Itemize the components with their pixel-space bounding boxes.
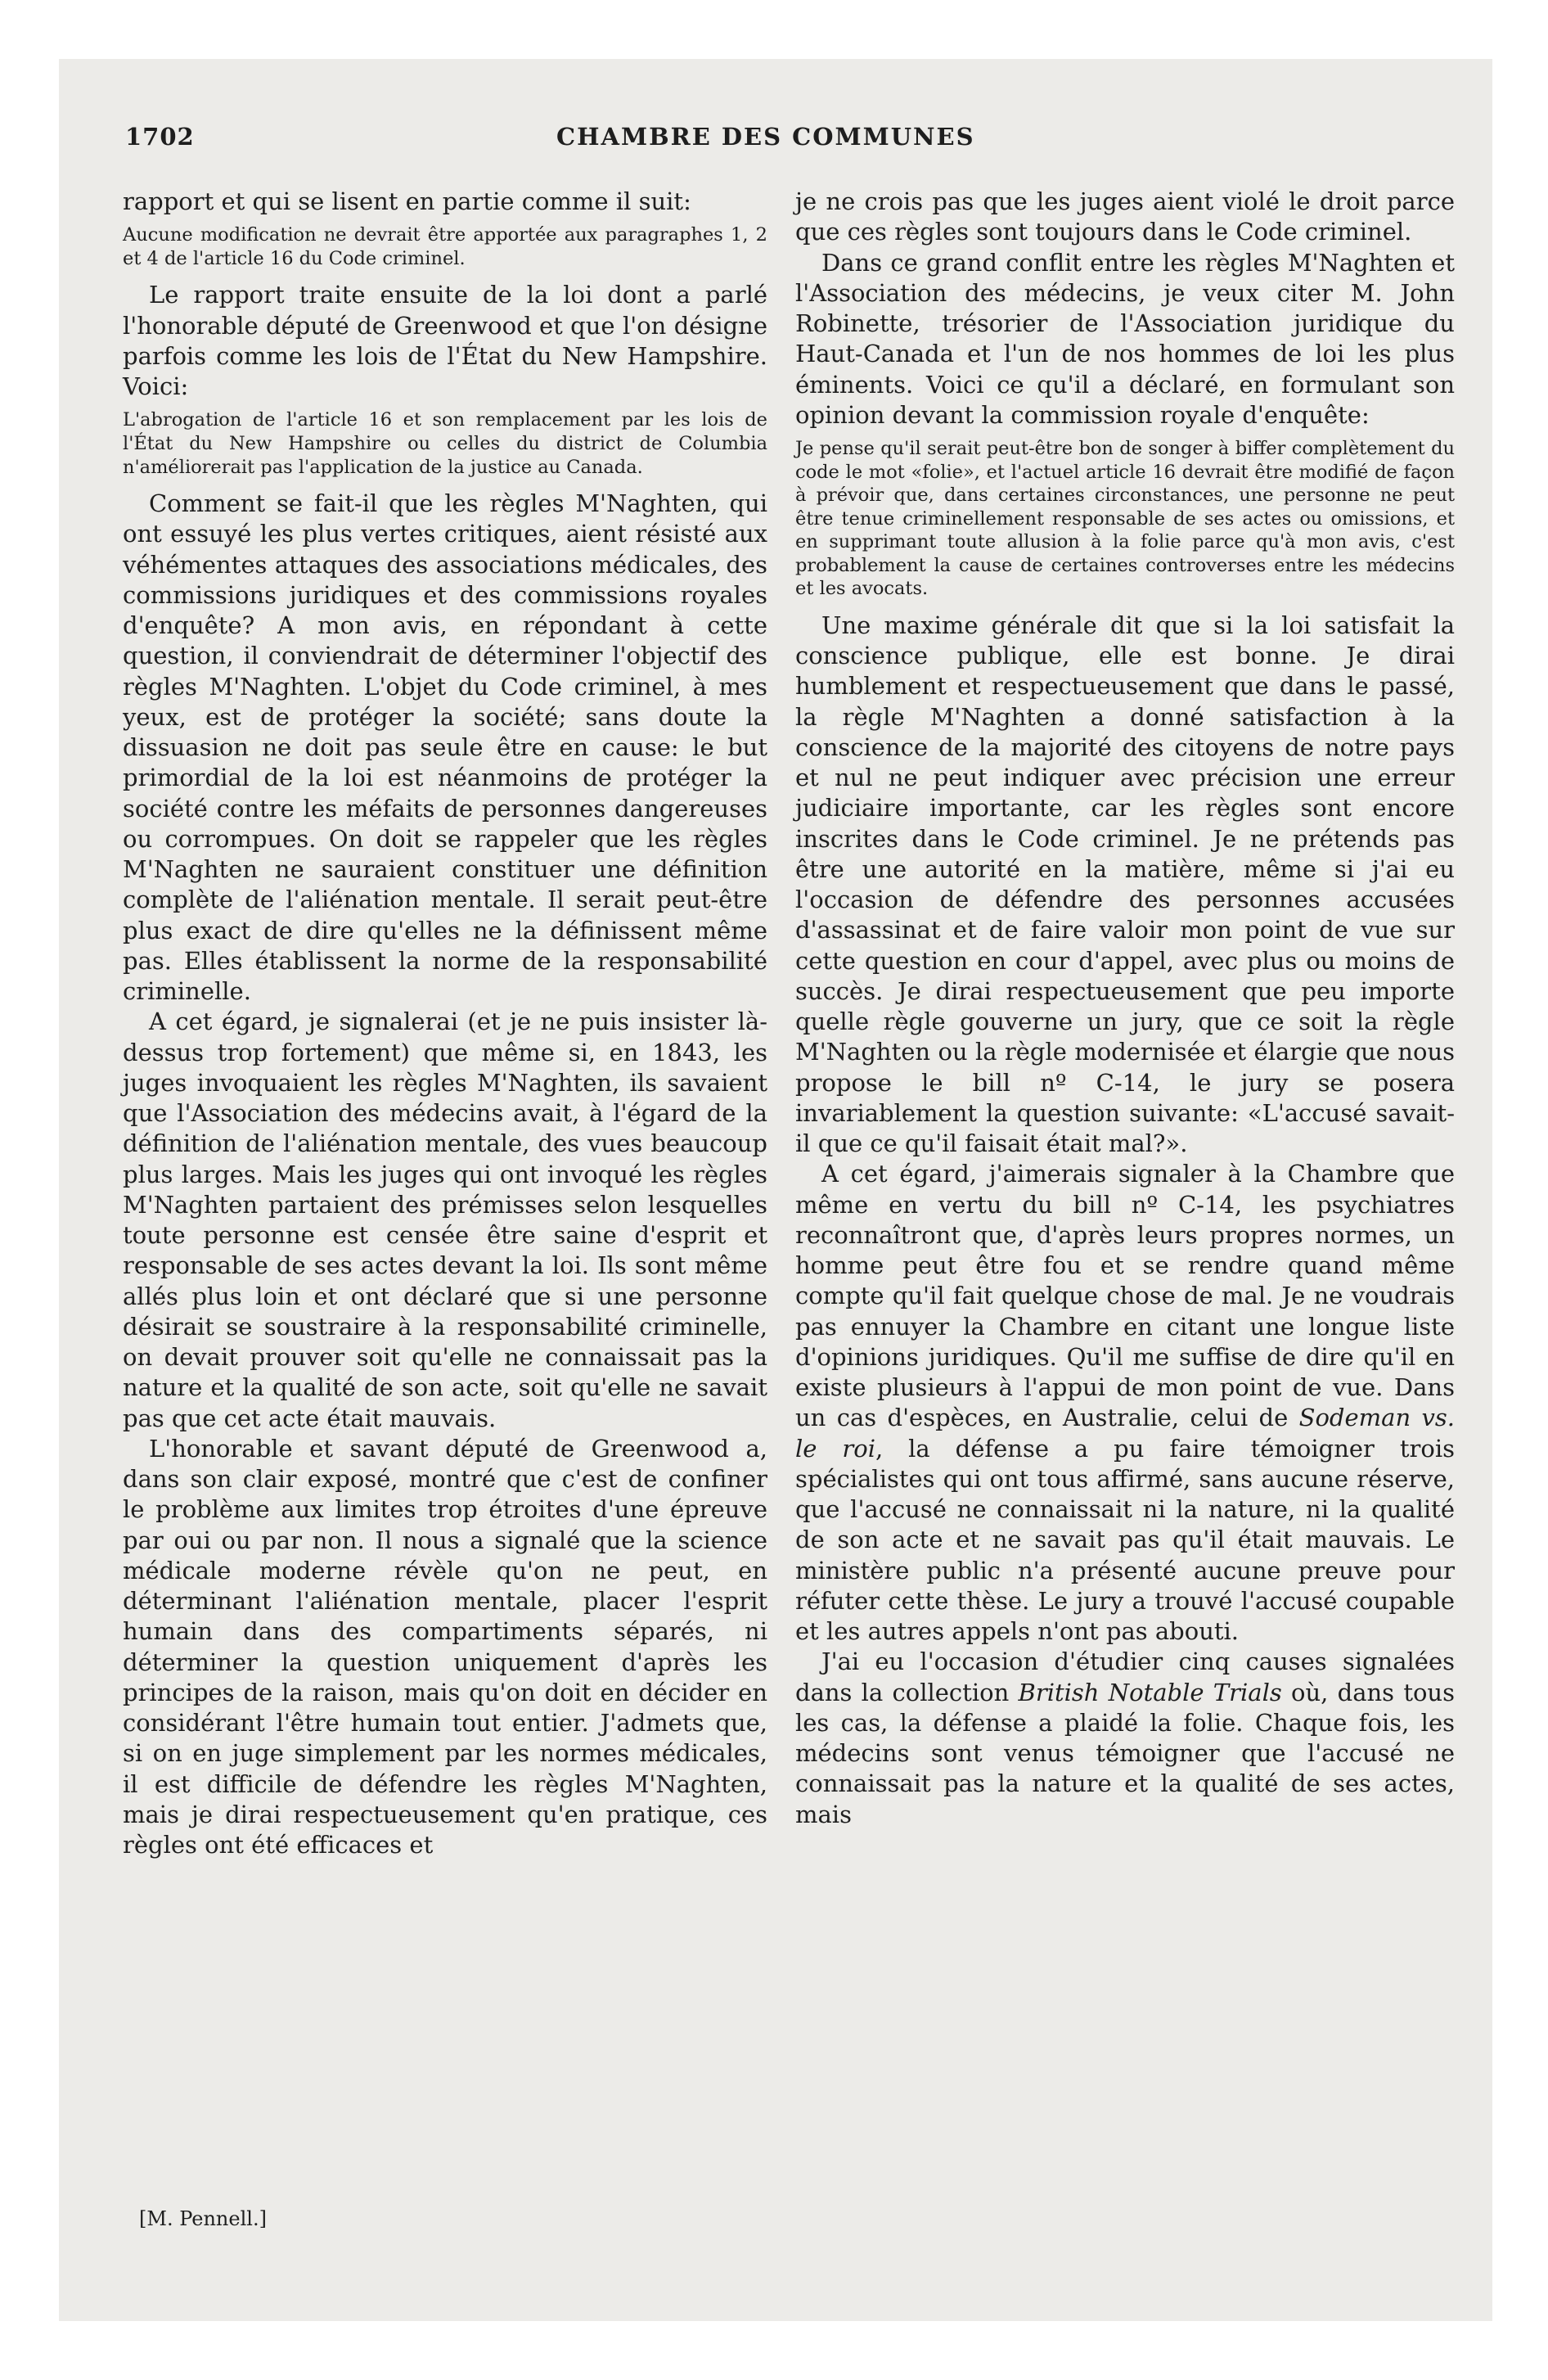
left-quote-2: L'abrogation de l'article 16 et son remplacement par les lois de l'État du New Hampshire ou celles du district de Columbia n'améliorerait pas l'application de la justice au Canada. bbox=[123, 409, 767, 478]
left-paragraph-2: Le rapport traite ensuite de la loi dont a parlé l'honorable député de Greenwood et que l'on désigne parfois comme les lois de l'État du New Hampshire. Voici: bbox=[123, 281, 767, 401]
right-paragraph-3: Une maxime générale dit que si la loi satisfait la conscience publique, elle est bonne. Je dirai humblement et respectueusement que dans le passé, la règle M'Naghten a donné satisfaction à la conscience de la majorité des citoyens de notre pays et nul ne peut indiquer avec précision une erreur judiciaire importante, car les règles sont encore inscrites dans le Code criminel. Je ne prétends pas être une autorité en la matière, même si j'ai eu l'occasion de défendre des personnes accusées d'assassinat et de faire valoir mon point de vue sur cette question en cour d'appel, avec plus ou moins de succès. Je dirai respectueusement que peu importe quelle règle gouverne un jury, que ce soit la règle M'Naghten ou la règle modernisée et élargie que nous propose le bill nº C-14, le jury se posera invariablement la question suivante: «L'accusé savait-il que ce qu'il faisait était mal?». bbox=[795, 611, 1455, 1158]
left-paragraph-3: Comment se fait-il que les règles M'Naghten, qui ont essuyé les plus vertes critiques, aient résisté aux véhémentes attaques des associations médicales, des commissions juridiques et des commissions royales d'enquête? A mon avis, en répondant à cette question, il conviendrait de déterminer l'objectif des règles M'Naghten. L'objet du Code criminel, à mes yeux, est de protéger la société; sans doute la dissuasion ne doit pas seule être en cause: le but primordial de la loi est néanmoins de protéger la société contre les méfaits de personnes dangereuses ou corrompues. On doit se rappeler que les règles M'Naghten ne sauraient constituer une définition complète de l'aliénation mentale. Il serait peut-être plus exact de dire qu'elles ne la définissent même pas. Elles établissent la norme de la responsabilité criminelle. bbox=[123, 489, 767, 1006]
right-quote-1: Je pense qu'il serait peut-être bon de songer à biffer complètement du code le mot «folie», et l'actuel article 16 devrait être modifié de façon à prévoir que, dans certaines circonstances, une personne ne peut être tenue criminellement responsable de ses actes ou omissions, et en supprimant toute allusion à la folie parce qu'à mon avis, c'est probablement la cause de certaines controverses entre les médecins et les avocats. bbox=[795, 438, 1455, 600]
speaker-attribution: [M. Pennell.] bbox=[139, 2207, 267, 2230]
page-number: 1702 bbox=[125, 123, 195, 151]
right-paragraph-5-text-b: où, dans tous les cas, la défense a plaidé la folie. Chaque fois, les médecins sont venus témoigner que l'accusé ne connaissait pas la nature et la qualité de ses actes, mais bbox=[795, 1678, 1455, 1828]
running-head: CHAMBRE DES COMMUNES bbox=[556, 123, 975, 151]
right-paragraph-4-text-a: A cet égard, j'aimerais signaler à la Chambre que même en vertu du bill nº C-14, les psychiatres reconnaîtront que, d'après leurs propres normes, un homme peut être fou et se rendre quand même compte qu'il fait quelque chose de mal. Je ne voudrais pas ennuyer la Chambre en citant une longue liste d'opinions juridiques. Qu'il me suffise de dire qu'il en existe plusieurs à l'appui de mon point de vue. Dans un cas d'espèces, en Australie, celui de bbox=[795, 1160, 1455, 1432]
right-column bbox=[795, 187, 1455, 1830]
right-paragraph-2: Dans ce grand conflit entre les règles M'Naghten et l'Association des médecins, je veux citer M. John Robinette, trésorier de l'Association juridique du Haut-Canada et l'un de nos hommes de loi les plus éminents. Voici ce qu'il a déclaré, en formulant son opinion devant la commission royale d'enquête: bbox=[795, 248, 1455, 429]
right-paragraph-5 bbox=[795, 1647, 1455, 1830]
left-quote-1: Aucune modification ne devrait être apportée aux paragraphes 1, 2 et 4 de l'article 16 du Code criminel. bbox=[123, 224, 767, 269]
right-paragraph-4-text-b: , la défense a pu faire témoigner trois spécialistes qui ont tous affirmé, sans aucune réserve, que l'accusé ne connaissait ni la nature, ni la qualité de son acte et ne savait pas qu'il était mauvais. Le ministère public n'a présenté aucune preuve pour réfuter cette thèse. Le jury a trouvé l'accusé coupable et les autres appels n'ont pas abouti. bbox=[795, 1434, 1455, 1646]
left-paragraph-1: rapport et qui se lisent en partie comme il suit: bbox=[123, 187, 691, 215]
right-paragraph-4 bbox=[795, 1159, 1455, 1647]
left-paragraph-5: L'honorable et savant député de Greenwood a, dans son clair exposé, montré que c'est de confiner le problème aux limites trop étroites d'une épreuve par oui ou par non. Il nous a signalé que la science médicale moderne révèle qu'on ne peut, en déterminant l'aliénation mentale, placer l'esprit humain dans des compartiments séparés, ni déterminer la question uniquement d'après les principes de la raison, mais qu'on doit en décider en considérant l'être humain tout entier. J'admets que, si on en juge simplement par les normes médicales, il est difficile de défendre les règles M'Naghten, mais je dirai respectueusement qu'en pratique, ces règles ont été efficaces et bbox=[123, 1434, 767, 1859]
left-column bbox=[123, 187, 767, 1860]
right-paragraph-5-text-a: J'ai eu l'occasion d'étudier cinq causes signalées dans la collection bbox=[795, 1648, 1455, 1706]
right-paragraph-1: je ne crois pas que les juges aient violé le droit parce que ces règles sont toujours dans le Code criminel. bbox=[795, 187, 1455, 246]
case-name: Sodeman vs. le roi bbox=[795, 1404, 1455, 1463]
left-paragraph-4: A cet égard, je signalerai (et je ne puis insister là-dessus trop fortement) que même si, en 1843, les juges invoquaient les règles M'Naghten, ils savaient que l'Association des médecins avait, à l'égard de la définition de l'aliénation mentale, des vues beaucoup plus larges. Mais les juges qui ont invoqué les règles M'Naghten partaient des prémisses selon lesquelles toute personne est censée être saine d'esprit et responsable de ses actes devant la loi. Ils sont même allés plus loin et ont déclaré que si une personne désirait se soustraire à la responsabilité criminelle, on devait prouver soit qu'elle ne connaissait pas la nature et la qualité de son acte, soit qu'elle ne savait pas que cet acte était mauvais. bbox=[123, 1007, 767, 1432]
collection-name: British Notable Trials bbox=[1018, 1678, 1282, 1706]
